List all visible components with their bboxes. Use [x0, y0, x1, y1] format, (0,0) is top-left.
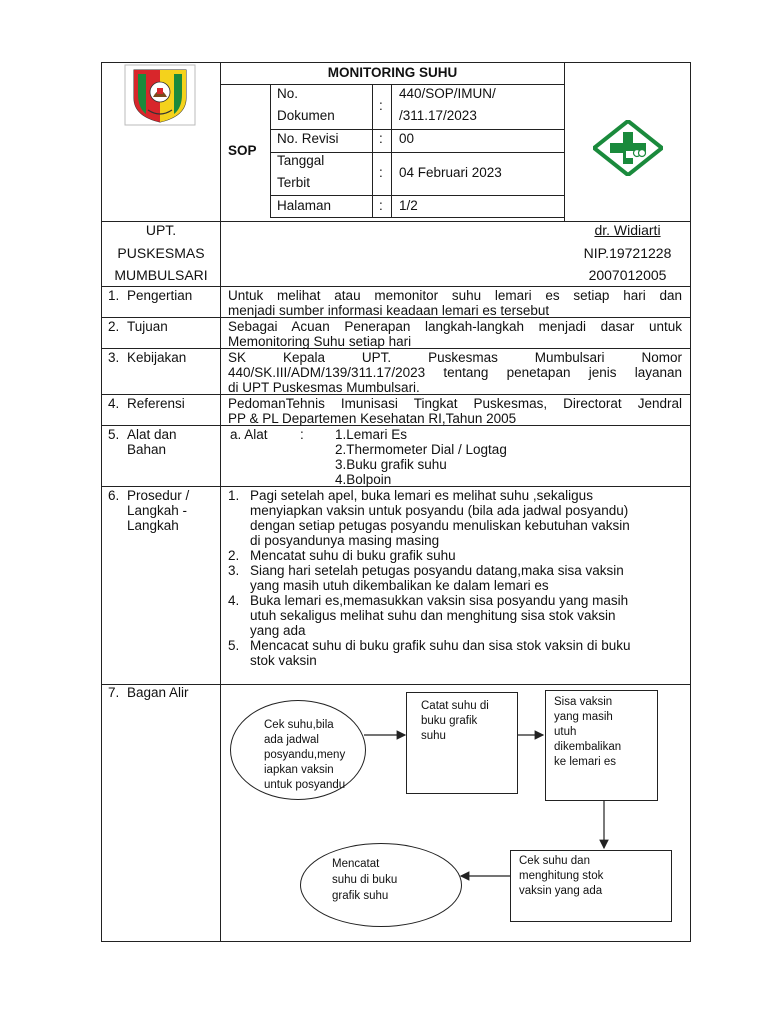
- step-line: Siang hari setelah petugas posyandu datang,maka sisa vaksin: [250, 563, 624, 578]
- flow-node-text: Catat suhu di: [421, 700, 489, 712]
- flow-node-text: grafik suhu: [332, 890, 389, 902]
- text-line: menjadi sumber informasi keadaan lemari es tersebut: [228, 303, 550, 318]
- step-line: di posyandunya masing masing: [250, 533, 440, 548]
- text-line: PedomanTehnis Imunisasi Tingkat Puskesmas, Directorat Jendral: [228, 396, 682, 411]
- step-line: Buka lemari es,memasukkan vaksin sisa posyandu yang masih: [250, 593, 629, 608]
- flow-node-text: Sisa vaksin: [554, 696, 613, 708]
- step-line: dengan setiap petugas posyandu menuliskan kebutuhan vaksin: [250, 518, 630, 533]
- section-number: 5.: [108, 427, 120, 442]
- flow-node-text: posyandu,meny: [264, 749, 346, 761]
- step-line: menyiapkan vaksin untuk posyandu (bila ada jadwal posyandu): [250, 503, 629, 518]
- flow-node-text: ke lemari es: [554, 756, 616, 768]
- signer-nip-line-1: NIP.19721228: [583, 245, 672, 261]
- alat-item: 2.Thermometer Dial / Logtag: [335, 442, 507, 457]
- org-name-line-2: PUSKESMAS: [117, 245, 205, 261]
- flow-node-text: menghitung stok: [519, 870, 604, 882]
- text-line: 440/SK.III/ADM/139/311.17/2023 tentang penetapan jenis layanan: [228, 365, 682, 380]
- flow-node-mencatat-suhu: [300, 843, 462, 927]
- section-label-kebijakan: Kebijakan: [127, 350, 187, 365]
- section-number: 4.: [108, 396, 120, 411]
- signer-nip-line-2: 2007012005: [588, 267, 667, 283]
- alat-item: 3.Buku grafik suhu: [335, 457, 447, 472]
- field-value-doc-no-1: 440/SOP/IMUN/: [399, 86, 496, 101]
- section-label-tujuan: Tujuan: [127, 319, 168, 334]
- flow-node-catat-suhu: [406, 692, 518, 794]
- field-sep-date: :: [379, 165, 383, 180]
- step-line: yang ada: [250, 623, 306, 638]
- text-line: PP & PL Departemen Kesehatan RI,Tahun 2005: [228, 411, 517, 426]
- field-label-date-1: Tanggal: [277, 153, 325, 168]
- section-number: 6.: [108, 488, 120, 503]
- section-label-referensi: Referensi: [127, 396, 185, 411]
- sop-label: SOP: [228, 143, 257, 158]
- flow-node-text: Cek suhu dan: [519, 855, 590, 867]
- section-label-pengertian: Pengertian: [127, 288, 193, 303]
- alat-label: a. Alat: [230, 427, 268, 442]
- flow-node-text: Cek suhu,bila: [264, 719, 334, 731]
- section-number: 2.: [108, 319, 120, 334]
- field-label-doc-no-2: Dokumen: [277, 108, 335, 123]
- step-line: yang masih utuh dikembalikan ke dalam lemari es: [250, 578, 549, 593]
- flow-node-text: buku grafik: [421, 715, 478, 727]
- step-line: Mencacat suhu di buku grafik suhu dan sisa stok vaksin di buku: [250, 638, 631, 653]
- section-label-prosedur: Prosedur / Langkah - Langkah: [127, 488, 190, 533]
- flow-node-text: untuk posyandu: [264, 779, 346, 791]
- step-line: Mencatat suhu di buku grafik suhu: [250, 548, 456, 563]
- flow-node-text: Mencatat: [332, 858, 380, 870]
- step-number: 5.: [228, 638, 240, 653]
- signer-name: dr. Widiarti: [594, 222, 661, 238]
- flow-node-text: utuh: [554, 726, 577, 738]
- text-line: Sebagai Acuan Penerapan langkah-langkah menjadi dasar untuk: [228, 319, 682, 334]
- flow-node-text: suhu: [421, 730, 446, 742]
- step-number: 1.: [228, 488, 240, 503]
- field-value-doc-no-2: /311.17/2023: [399, 108, 477, 123]
- flow-node-cek-suhu: [230, 700, 366, 800]
- alat-item: 4.Bolpoin: [335, 472, 392, 487]
- field-sep-revision: :: [379, 131, 383, 146]
- field-label-revision: No. Revisi: [277, 131, 339, 146]
- page-title: MONITORING SUHU: [327, 65, 458, 80]
- step-number: 2.: [228, 548, 240, 563]
- flow-node-text: iapkan vaksin: [264, 764, 334, 776]
- text-line: Untuk melihat atau memonitor suhu lemari es setiap hari dan: [228, 288, 682, 303]
- flow-node-text: ada jadwal: [264, 734, 319, 746]
- field-sep-doc-no: :: [379, 98, 383, 113]
- step-number: 3.: [228, 563, 240, 578]
- text-line: SK Kepala UPT. Puskesmas Mumbulsari Nomor: [228, 350, 682, 365]
- text-line: di UPT Puskesmas Mumbulsari.: [228, 380, 420, 395]
- step-line: Pagi setelah apel, buka lemari es melihat suhu ,sekaligus: [250, 488, 593, 503]
- section-label-alat-bahan: Alat dan Bahan: [127, 427, 177, 457]
- step-number: 4.: [228, 593, 240, 608]
- flow-node-text: vaksin yang ada: [519, 885, 603, 897]
- field-sep-page: :: [379, 198, 383, 213]
- flow-node-cek-stok: [510, 850, 672, 922]
- alat-separator: :: [300, 427, 304, 442]
- alat-item: 1.Lemari Es: [335, 427, 408, 442]
- flow-node-sisa-vaksin: [545, 690, 658, 801]
- field-label-page: Halaman: [277, 198, 332, 213]
- field-label-doc-no-1: No.: [277, 86, 299, 101]
- org-name-line-3: MUMBULSARI: [114, 267, 208, 283]
- section-number: 1.: [108, 288, 120, 303]
- org-name-line-1: UPT.: [145, 222, 177, 238]
- flow-node-text: yang masih: [554, 711, 613, 723]
- text-line: Memonitoring Suhu setiap hari: [228, 334, 412, 349]
- field-value-page: 1/2: [399, 198, 418, 213]
- step-line: utuh sekaligus melihat suhu dan menghitung sisa stok vaksin: [250, 608, 616, 623]
- step-line: stok vaksin: [250, 653, 317, 668]
- field-label-date-2: Terbit: [277, 175, 311, 190]
- section-label-bagan-alir: Bagan Alir: [127, 685, 189, 700]
- flow-node-text: dikembalikan: [554, 741, 622, 753]
- flow-node-text: suhu di buku: [332, 874, 398, 886]
- section-number: 3.: [108, 350, 120, 365]
- section-number: 7.: [108, 685, 120, 700]
- field-value-date: 04 Februari 2023: [399, 165, 502, 180]
- field-value-revision: 00: [399, 131, 415, 146]
